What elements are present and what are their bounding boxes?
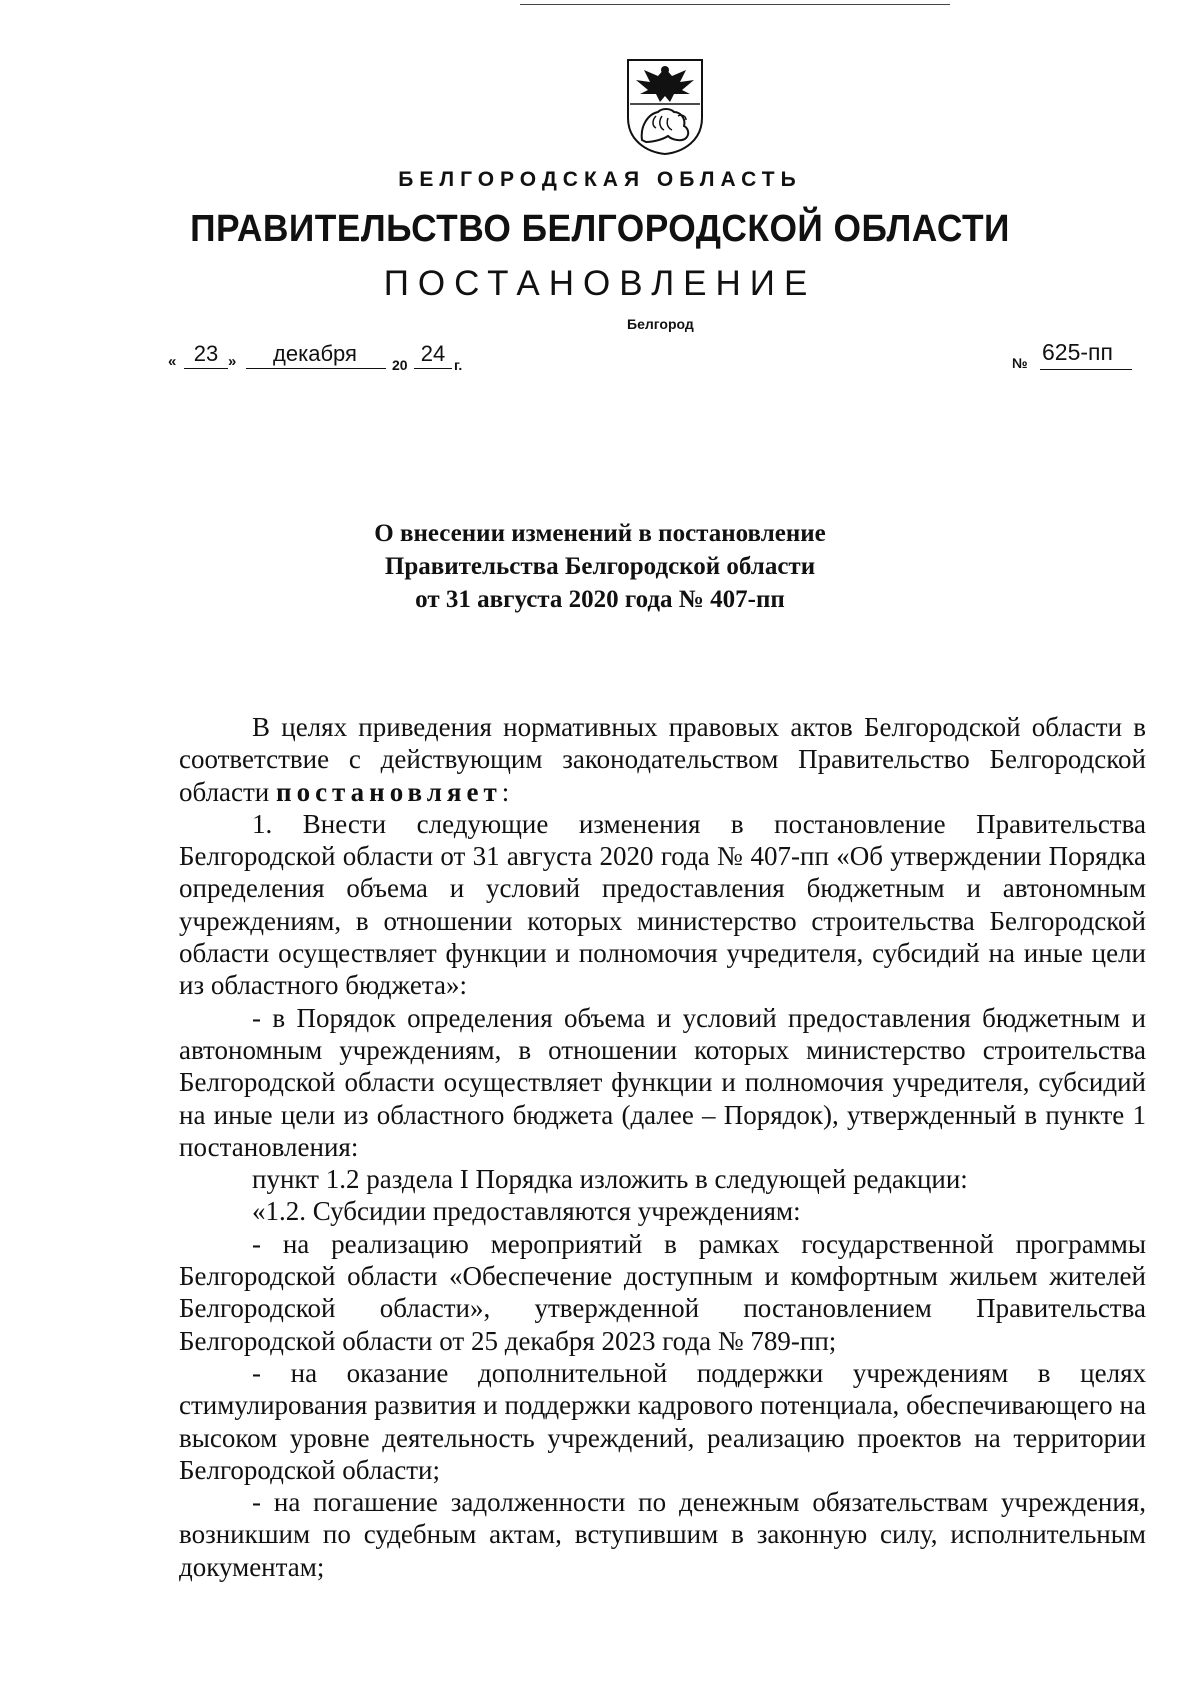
title-line-3: от 31 августа 2020 года № 407-пп bbox=[415, 586, 785, 613]
date-open-quote: « bbox=[168, 353, 177, 370]
belgorod-coat-of-arms-icon bbox=[622, 56, 708, 156]
year-underline bbox=[414, 368, 452, 369]
day-underline bbox=[184, 368, 228, 369]
clause-1-2-heading: «1.2. Субсидии предоставляются учреждениям: bbox=[252, 1196, 801, 1227]
title-line-2: Правительства Белгородской области bbox=[384, 553, 816, 580]
document-number bbox=[1012, 335, 1132, 375]
preamble-text: В целях приведения нормативных правовых актов Белгородской области в соответствие с действующим законодательством Правительство Белгородской области bbox=[179, 712, 1146, 807]
preamble-colon: : bbox=[501, 776, 510, 807]
subsidy-purpose-2: - на оказание дополнительной поддержки учреждениям в целях стимулирования развития и поддержки кадрового потенциала, обеспечивающего на высоком уровне деятельность учреждений, реализацию проектов на территории Белгородской области; bbox=[179, 1357, 1146, 1485]
number-sign: № bbox=[1012, 355, 1028, 371]
subsidy-purpose-1: - на реализацию мероприятий в рамках государственной программы Белгородской области «Обеспечение доступным и комфортным жильем жителей Белгородской области», утвержденной постановлением Правительства Белгородской области от 25 декабря 2023 года № 789-пп; bbox=[179, 1228, 1146, 1356]
document-title bbox=[0, 517, 1200, 616]
subsidy-purpose-3: - на погашение задолженности по денежным обязательствам учреждения, возникшим по судебным актам, вступившим в законную силу, исполнительным документам; bbox=[179, 1487, 1146, 1582]
clause-1-2-intro: пункт 1.2 раздела I Порядка изложить в следующей редакции: bbox=[252, 1164, 968, 1195]
government-heading: ПРАВИТЕЛЬСТВО БЕЛГОРОДСКОЙ ОБЛАСТИ bbox=[190, 208, 1010, 250]
top-scan-line bbox=[520, 4, 950, 5]
month-underline bbox=[246, 368, 386, 369]
date-year-prefix: 20 bbox=[392, 357, 408, 373]
date-year-suffix: г. bbox=[454, 357, 463, 373]
document-date bbox=[168, 335, 508, 375]
preamble-paragraph bbox=[179, 711, 1146, 808]
date-month: декабря bbox=[273, 341, 357, 366]
date-close-quote: » bbox=[228, 353, 237, 370]
date-day: 23 bbox=[193, 341, 219, 366]
order-amendment-paragraph: - в Порядок определения объема и условий предоставления бюджетным и автономным учреждениям, в отношении которых министерство строительства Белгородской области осуществляет функции и полномочия учредителя, субсидий на иные цели из областного бюджета (далее – Порядок), утвержденный в пункте 1 постановления: bbox=[179, 1002, 1146, 1162]
resolves-word: постановляет bbox=[276, 776, 502, 807]
city-label: Белгород bbox=[627, 316, 694, 332]
document-type-heading: ПОСТАНОВЛЕНИЕ bbox=[383, 264, 817, 303]
region-heading: БЕЛГОРОДСКАЯ ОБЛАСТЬ bbox=[398, 168, 802, 191]
number-underline bbox=[1040, 369, 1132, 370]
document-body bbox=[179, 711, 1146, 1583]
title-line-1: О внесении изменений в постановление bbox=[374, 520, 826, 547]
item-1-paragraph: 1. Внести следующие изменения в постановление Правительства Белгородской области от 31 августа 2020 года № 407-пп «Об утверждении Порядка определения объема и условий предоставления бюджетным и автономным учреждениям, в отношении которых министерство строительства Белгородской области осуществляет функции и полномочия учредителя, субсидий на иные цели из областного бюджета»: bbox=[179, 808, 1146, 1001]
date-year: 24 bbox=[420, 341, 446, 366]
number-value: 625-пп bbox=[1042, 339, 1113, 365]
